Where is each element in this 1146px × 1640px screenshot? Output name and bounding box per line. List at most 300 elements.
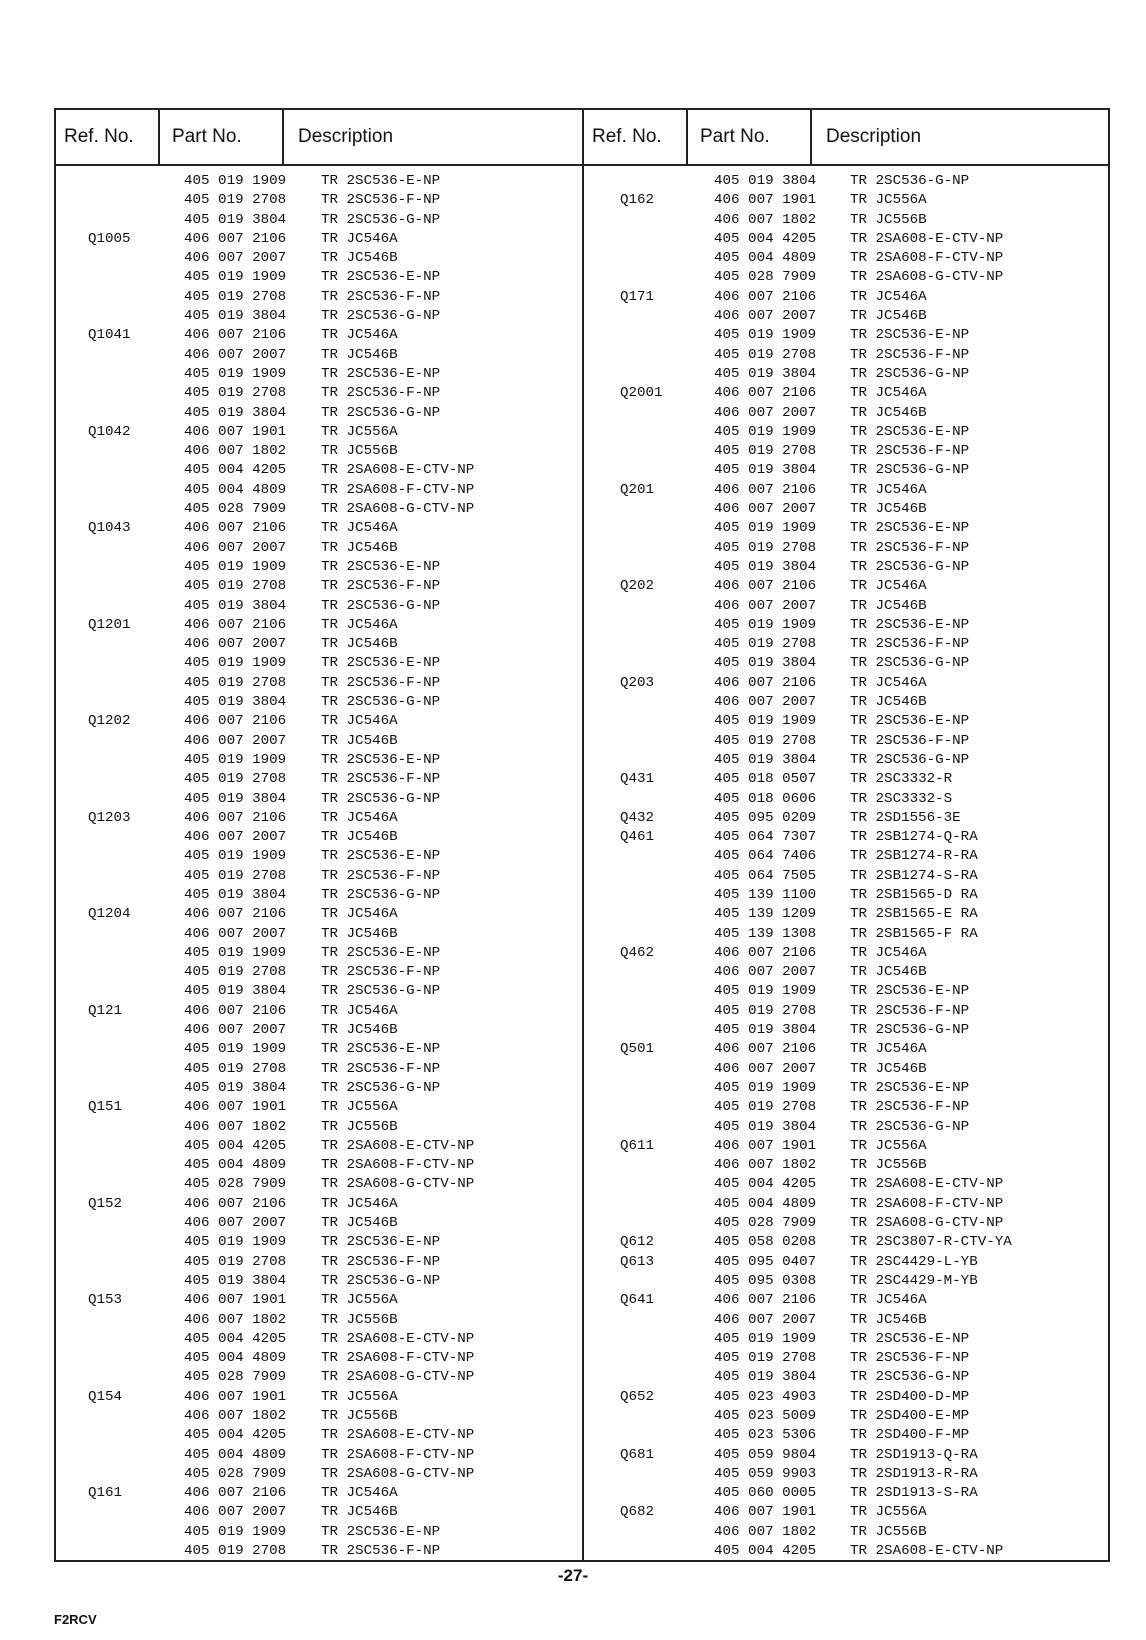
description-cell: TR 2SC536-E-NP	[850, 520, 970, 537]
table-row	[584, 770, 1108, 789]
table-row	[56, 1040, 582, 1059]
part-no-cell: 405 095 0308	[714, 1272, 817, 1289]
description-cell: TR 2SC536-F-NP	[850, 1099, 970, 1116]
table-row	[584, 404, 1108, 423]
part-no-cell: 406 007 1901	[184, 423, 287, 440]
left-header-row	[56, 110, 582, 166]
description-cell: TR 2SA608-F-CTV-NP	[850, 1195, 1004, 1212]
part-no-cell: 406 007 2007	[184, 829, 287, 846]
description-cell: TR 2SC536-G-NP	[850, 462, 970, 479]
part-no-cell: 406 007 2007	[184, 346, 287, 363]
part-no-cell: 405 019 3804	[184, 404, 287, 421]
part-no-cell: 406 007 2007	[714, 1311, 817, 1328]
description-cell: TR 2SD1556-3E	[850, 809, 961, 826]
ref-no-cell: Q203	[620, 674, 655, 691]
ref-no-cell: Q1203	[88, 809, 131, 826]
part-no-cell: 406 007 2007	[184, 732, 287, 749]
description-cell: TR JC546A	[321, 616, 398, 633]
ref-no-cell: Q501	[620, 1041, 655, 1058]
description-cell: TR 2SC536-E-NP	[321, 944, 441, 961]
table-row	[584, 558, 1108, 577]
description-cell: TR 2SC536-G-NP	[321, 1079, 441, 1096]
table-row	[56, 1503, 582, 1522]
description-cell: TR JC546B	[321, 925, 398, 942]
description-cell: TR 2SC536-E-NP	[850, 983, 970, 1000]
part-no-cell: 405 019 3804	[184, 886, 287, 903]
table-row	[584, 1137, 1108, 1156]
part-no-cell: 405 004 4205	[714, 230, 817, 247]
table-row	[584, 481, 1108, 500]
description-header: Description	[298, 126, 394, 147]
description-cell: TR JC546B	[321, 346, 398, 363]
table-row	[56, 1291, 582, 1310]
part-no-cell: 405 019 1909	[184, 1041, 287, 1058]
part-no-cell: 406 007 2106	[184, 809, 287, 826]
table-row	[56, 732, 582, 751]
table-row	[56, 770, 582, 789]
model-code: F2RCV	[54, 1612, 97, 1627]
table-row	[584, 539, 1108, 558]
description-cell: TR JC546B	[850, 308, 927, 325]
table-row	[584, 288, 1108, 307]
part-no-cell: 405 019 2708	[184, 1543, 287, 1560]
table-row	[56, 211, 582, 230]
part-no-cell: 405 019 1909	[714, 983, 817, 1000]
description-cell: TR 2SC536-F-NP	[850, 1002, 970, 1019]
table-row	[56, 539, 582, 558]
ref-no-cell: Q151	[88, 1099, 123, 1116]
table-row	[584, 732, 1108, 751]
description-cell: TR JC546A	[321, 1485, 398, 1502]
table-row	[56, 654, 582, 673]
table-row	[584, 346, 1108, 365]
ref-no-header: Ref. No.	[56, 110, 160, 164]
description-cell: TR 2SA608-E-CTV-NP	[850, 1543, 1004, 1560]
part-no-cell: 405 019 3804	[714, 751, 817, 768]
description-cell: TR JC546A	[850, 944, 927, 961]
part-no-cell: 405 028 7909	[714, 269, 817, 286]
ref-no-header: Ref. No.	[584, 110, 688, 164]
part-no-cell: 406 007 2007	[184, 1215, 287, 1232]
table-row	[56, 635, 582, 654]
table-row	[56, 558, 582, 577]
description-cell: TR 2SC536-E-NP	[321, 655, 441, 672]
description-cell: TR 2SC536-E-NP	[321, 173, 441, 189]
ref-no-cell: Q1202	[88, 713, 131, 730]
ref-no-cell: Q1005	[88, 230, 131, 247]
table-row	[584, 616, 1108, 635]
part-no-cell: 405 019 3804	[714, 462, 817, 479]
part-no-cell: 405 018 0507	[714, 771, 817, 788]
description-cell: TR JC546B	[321, 250, 398, 267]
description-cell: TR 2SC536-F-NP	[850, 346, 970, 363]
part-no-cell: 406 007 2106	[184, 713, 287, 730]
part-no-cell: 406 007 2106	[714, 1292, 817, 1309]
part-no-cell: 405 019 1909	[714, 713, 817, 730]
description-cell: TR JC546A	[850, 288, 927, 305]
table-row	[56, 1002, 582, 1021]
table-row	[56, 1118, 582, 1137]
description-cell: TR JC546A	[321, 1195, 398, 1212]
table-row	[56, 751, 582, 770]
part-no-cell: 406 007 1802	[184, 443, 287, 460]
part-no-cell: 405 019 3804	[714, 558, 817, 575]
part-no-cell: 405 004 4205	[184, 1137, 287, 1154]
description-cell: TR 2SC3332-R	[850, 771, 953, 788]
part-no-cell: 405 019 2708	[184, 1253, 287, 1270]
part-no-cell: 405 019 3804	[714, 365, 817, 382]
description-cell: TR JC546A	[850, 674, 927, 691]
description-cell: TR 2SA608-G-CTV-NP	[850, 269, 1004, 286]
part-no-cell: 406 007 2106	[714, 481, 817, 498]
description-cell: TR 2SC536-G-NP	[321, 308, 441, 325]
description-cell: TR JC546B	[850, 597, 927, 614]
table-row	[56, 1253, 582, 1272]
description-cell: TR 2SC536-G-NP	[321, 983, 441, 1000]
table-row	[56, 1368, 582, 1387]
ref-no-cell: Q432	[620, 809, 655, 826]
part-no-cell: 406 007 2106	[184, 1002, 287, 1019]
table-row	[56, 365, 582, 384]
ref-no-cell: Q1041	[88, 327, 131, 344]
description-cell: TR 2SD1913-S-RA	[850, 1485, 978, 1502]
part-no-cell: 405 023 5306	[714, 1427, 817, 1444]
ref-no-cell: Q154	[88, 1388, 123, 1405]
ref-no-cell: Q652	[620, 1388, 655, 1405]
part-no-cell: 405 064 7505	[714, 867, 817, 884]
ref-no-cell: Q612	[620, 1234, 655, 1251]
description-cell: TR 2SA608-E-CTV-NP	[321, 1427, 475, 1444]
description-cell: TR 2SD400-E-MP	[850, 1408, 970, 1424]
description-cell: TR 2SA608-G-CTV-NP	[321, 1176, 475, 1193]
table-row	[584, 925, 1108, 944]
table-row	[584, 635, 1108, 654]
part-no-cell: 405 019 1909	[184, 1234, 287, 1251]
part-no-cell: 406 007 1901	[184, 1388, 287, 1405]
part-no-cell: 405 004 4809	[714, 1195, 817, 1212]
table-row	[56, 1311, 582, 1330]
description-cell: TR 2SC536-F-NP	[321, 674, 441, 691]
part-no-cell: 406 007 2007	[184, 1022, 287, 1039]
table-row	[584, 1195, 1108, 1214]
table-row	[56, 1407, 582, 1426]
description-cell: TR 2SB1274-S-RA	[850, 867, 978, 884]
table-row	[584, 230, 1108, 249]
part-no-cell: 405 019 3804	[184, 1272, 287, 1289]
part-no-cell: 405 028 7909	[714, 1215, 817, 1232]
table-row	[56, 249, 582, 268]
description-cell: TR JC546A	[850, 1041, 927, 1058]
description-cell: TR 2SD1913-R-RA	[850, 1465, 978, 1482]
table-row	[56, 597, 582, 616]
description-cell: TR JC546B	[850, 1311, 927, 1328]
part-no-cell: 405 019 1909	[714, 1330, 817, 1347]
description-cell: TR 2SC536-G-NP	[850, 751, 970, 768]
left-rows	[56, 172, 582, 1561]
table-row	[584, 1349, 1108, 1368]
part-no-cell: 405 019 2708	[184, 578, 287, 595]
description-cell: TR 2SB1565-D RA	[850, 886, 978, 903]
table-row	[584, 712, 1108, 731]
part-no-cell: 405 059 9804	[714, 1446, 817, 1463]
description-cell: TR JC546A	[850, 385, 927, 402]
table-row	[584, 963, 1108, 982]
table-row	[584, 1214, 1108, 1233]
description-cell: TR JC546A	[321, 1002, 398, 1019]
table-row	[56, 423, 582, 442]
table-row	[584, 597, 1108, 616]
table-row	[584, 790, 1108, 809]
table-row	[584, 1330, 1108, 1349]
ref-no-cell: Q1201	[88, 616, 131, 633]
description-cell: TR JC556A	[850, 1137, 927, 1154]
table-row	[56, 346, 582, 365]
part-no-cell: 406 007 2007	[714, 501, 817, 518]
table-row	[56, 1214, 582, 1233]
table-row	[584, 1542, 1108, 1561]
part-no-cell: 406 007 2007	[714, 964, 817, 981]
description-cell: TR 2SC536-E-NP	[850, 327, 970, 344]
table-row	[56, 867, 582, 886]
description-cell: TR 2SD1913-Q-RA	[850, 1446, 978, 1463]
description-cell: TR 2SC536-G-NP	[850, 173, 970, 189]
table-row	[584, 519, 1108, 538]
table-row	[56, 712, 582, 731]
table-row	[584, 1021, 1108, 1040]
description-cell: TR 2SC536-F-NP	[321, 771, 441, 788]
part-no-cell: 405 059 9903	[714, 1465, 817, 1482]
description-cell: TR JC546B	[321, 829, 398, 846]
table-row	[56, 519, 582, 538]
table-row	[56, 1465, 582, 1484]
part-no-cell: 405 028 7909	[184, 1369, 287, 1386]
table-row	[56, 1156, 582, 1175]
table-row	[584, 442, 1108, 461]
description-cell: TR 2SC536-F-NP	[321, 1060, 441, 1077]
description-cell: TR JC556B	[321, 1408, 398, 1424]
description-cell: TR JC556B	[321, 1311, 398, 1328]
part-no-cell: 405 019 2708	[714, 346, 817, 363]
description-header: Description	[826, 126, 922, 147]
table-row	[56, 1542, 582, 1561]
table-row	[584, 1291, 1108, 1310]
description-cell: TR JC556B	[321, 443, 398, 460]
part-no-cell: 405 019 3804	[714, 1022, 817, 1039]
part-no-cell: 405 019 3804	[184, 694, 287, 711]
description-cell: TR 2SC536-F-NP	[321, 578, 441, 595]
part-no-cell: 405 019 1909	[714, 423, 817, 440]
table-row	[584, 1098, 1108, 1117]
table-row	[56, 384, 582, 403]
table-row	[56, 191, 582, 210]
table-row	[584, 249, 1108, 268]
part-no-cell: 406 007 2106	[714, 674, 817, 691]
table-row	[56, 172, 582, 191]
ref-no-cell: Q613	[620, 1253, 655, 1270]
description-cell: TR JC556A	[850, 1504, 927, 1521]
description-cell: TR 2SC536-G-NP	[321, 1272, 441, 1289]
part-no-cell: 406 007 1901	[714, 1137, 817, 1154]
table-row	[56, 982, 582, 1001]
table-row	[56, 1330, 582, 1349]
description-cell: TR 2SC536-G-NP	[321, 211, 441, 228]
table-row	[56, 1523, 582, 1542]
table-row	[56, 1079, 582, 1098]
part-no-cell: 406 007 2106	[184, 327, 287, 344]
table-row	[584, 905, 1108, 924]
table-row	[584, 867, 1108, 886]
part-no-cell: 406 007 1802	[184, 1311, 287, 1328]
description-cell: TR 2SC536-E-NP	[321, 1041, 441, 1058]
part-no-cell: 405 028 7909	[184, 1465, 287, 1482]
table-row	[56, 442, 582, 461]
ref-no-cell: Q1043	[88, 520, 131, 537]
part-no-cell: 405 058 0208	[714, 1234, 817, 1251]
table-row	[584, 577, 1108, 596]
table-row	[584, 191, 1108, 210]
table-row	[56, 1272, 582, 1291]
part-no-cell: 406 007 2106	[184, 230, 287, 247]
ref-no-cell: Q201	[620, 481, 655, 498]
table-row	[56, 693, 582, 712]
part-no-cell: 405 064 7406	[714, 848, 817, 865]
table-row	[584, 674, 1108, 693]
description-cell: TR 2SC536-E-NP	[321, 848, 441, 865]
description-cell: TR 2SC536-E-NP	[850, 1330, 970, 1347]
table-row	[56, 1233, 582, 1252]
table-row	[56, 307, 582, 326]
description-cell: TR 2SC536-G-NP	[321, 404, 441, 421]
description-cell: TR 2SD400-D-MP	[850, 1388, 970, 1405]
part-no-cell: 405 019 1909	[184, 751, 287, 768]
part-no-cell: 406 007 2106	[714, 288, 817, 305]
part-no-cell: 405 019 1909	[714, 327, 817, 344]
part-no-cell: 406 007 2007	[714, 308, 817, 325]
description-cell: TR 2SC536-G-NP	[321, 790, 441, 807]
part-no-cell: 406 007 2007	[714, 1060, 817, 1077]
description-cell: TR JC556A	[321, 1388, 398, 1405]
table-row	[584, 751, 1108, 770]
table-row	[56, 886, 582, 905]
part-no-cell: 405 023 4903	[714, 1388, 817, 1405]
part-no-cell: 405 019 3804	[184, 597, 287, 614]
part-no-header: Part No.	[160, 110, 284, 164]
part-no-cell: 405 019 2708	[184, 288, 287, 305]
table-row	[584, 1118, 1108, 1137]
description-cell: TR JC546B	[321, 1022, 398, 1039]
part-no-cell: 405 019 3804	[714, 655, 817, 672]
part-no-cell: 406 007 2106	[184, 520, 287, 537]
table-row	[56, 674, 582, 693]
description-cell: TR 2SC536-G-NP	[850, 558, 970, 575]
description-cell: TR 2SC536-E-NP	[850, 713, 970, 730]
table-row	[56, 1195, 582, 1214]
part-no-cell: 405 023 5009	[714, 1408, 817, 1424]
part-no-cell: 405 019 2708	[714, 443, 817, 460]
table-row	[584, 1503, 1108, 1522]
part-no-cell: 405 004 4809	[184, 1446, 287, 1463]
part-no-cell: 406 007 1901	[184, 1099, 287, 1116]
description-cell: TR 2SC536-F-NP	[321, 288, 441, 305]
table-row	[56, 963, 582, 982]
table-row	[584, 1175, 1108, 1194]
part-no-cell: 405 139 1308	[714, 925, 817, 942]
description-cell: TR JC556B	[321, 1118, 398, 1135]
part-no-cell: 406 007 2007	[714, 404, 817, 421]
ref-no-cell: Q611	[620, 1137, 655, 1154]
description-cell: TR JC546B	[850, 501, 927, 518]
part-no-cell: 406 007 2106	[184, 616, 287, 633]
table-row	[56, 944, 582, 963]
part-no-cell: 406 007 2007	[184, 1504, 287, 1521]
ref-no-cell: Q202	[620, 578, 655, 595]
description-cell: TR 2SC536-E-NP	[321, 558, 441, 575]
table-row	[56, 1446, 582, 1465]
part-no-cell: 405 019 2708	[184, 771, 287, 788]
parts-list-table	[54, 108, 1110, 1562]
table-row	[56, 404, 582, 423]
description-cell: TR 2SC536-E-NP	[321, 269, 441, 286]
description-cell: TR JC546B	[321, 539, 398, 556]
part-no-cell: 406 007 2007	[184, 636, 287, 653]
table-row	[56, 268, 582, 287]
part-no-header: Part No.	[688, 110, 812, 164]
ref-no-cell: Q681	[620, 1446, 655, 1463]
table-row	[56, 500, 582, 519]
table-row	[584, 326, 1108, 345]
part-no-cell: 405 019 3804	[714, 1369, 817, 1386]
table-row	[584, 828, 1108, 847]
ref-no-cell: Q152	[88, 1195, 123, 1212]
table-row	[584, 1060, 1108, 1079]
description-cell: TR JC546A	[321, 520, 398, 537]
description-cell: TR 2SC536-F-NP	[850, 636, 970, 653]
ref-no-cell: Q1204	[88, 906, 131, 923]
description-cell: TR 2SB1565-E RA	[850, 906, 978, 923]
ref-no-cell: Q682	[620, 1504, 655, 1521]
table-row	[584, 423, 1108, 442]
table-row	[584, 886, 1108, 905]
table-row	[56, 1484, 582, 1503]
ref-no-cell: Q2001	[620, 385, 663, 402]
description-cell: TR 2SA608-F-CTV-NP	[321, 481, 475, 498]
part-no-cell: 405 139 1100	[714, 886, 817, 903]
part-no-cell: 405 019 3804	[714, 173, 817, 189]
table-row	[584, 1156, 1108, 1175]
description-cell: TR 2SC536-F-NP	[850, 443, 970, 460]
part-no-cell: 405 019 1909	[184, 173, 287, 189]
table-row	[584, 1388, 1108, 1407]
description-cell: TR 2SA608-G-CTV-NP	[850, 1215, 1004, 1232]
part-no-cell: 405 004 4809	[184, 481, 287, 498]
description-cell: TR JC556A	[321, 1099, 398, 1116]
description-cell: TR 2SA608-F-CTV-NP	[850, 250, 1004, 267]
part-no-cell: 405 019 3804	[184, 983, 287, 1000]
description-cell: TR 2SC4429-L-YB	[850, 1253, 978, 1270]
part-no-cell: 406 007 2106	[184, 1195, 287, 1212]
description-cell: TR 2SC536-G-NP	[850, 1022, 970, 1039]
description-cell: TR 2SA608-E-CTV-NP	[321, 1330, 475, 1347]
description-cell: TR 2SA608-E-CTV-NP	[850, 1176, 1004, 1193]
right-header-row	[584, 110, 1108, 166]
table-row	[584, 693, 1108, 712]
description-cell: TR 2SA608-E-CTV-NP	[850, 230, 1004, 247]
part-no-cell: 405 018 0606	[714, 790, 817, 807]
part-no-cell: 405 004 4205	[184, 1330, 287, 1347]
part-no-cell: 405 019 2708	[714, 1002, 817, 1019]
description-cell: TR 2SC536-G-NP	[321, 886, 441, 903]
table-row	[584, 1311, 1108, 1330]
